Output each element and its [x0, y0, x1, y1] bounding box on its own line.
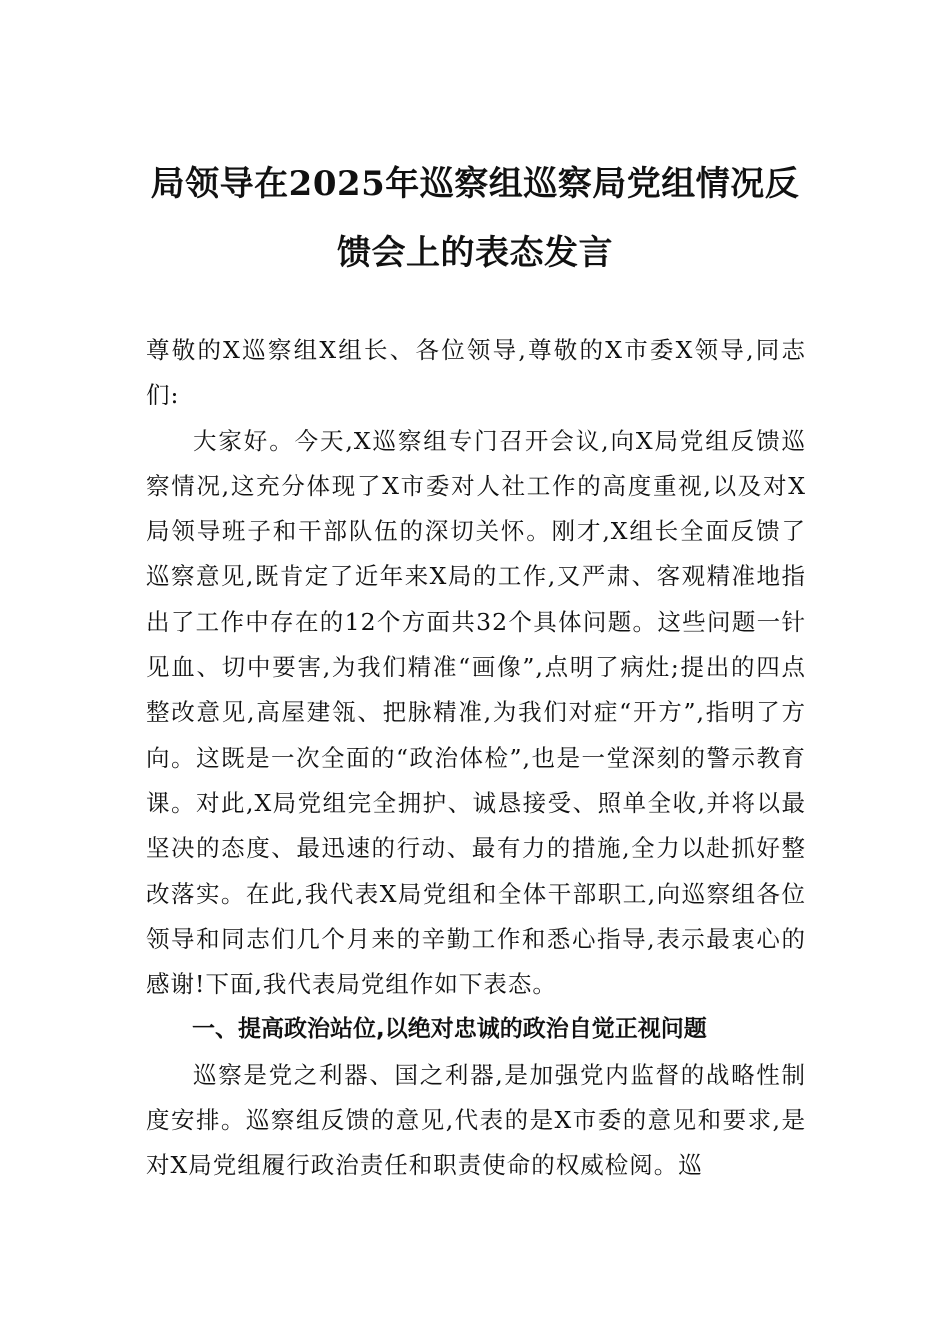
opening-paragraph: 大家好。今天,X巡察组专门召开会议,向X局党组反馈巡察情况,这充分体现了X市委对人社工作的高度重视,以及对X局领导班子和干部队伍的深切关怀。刚才,X组长全面反馈了巡察意见,既肯定了近年来X局的工作,又严肃、客观精准地指出了工作中存在的12个方面共32个具体问题。这些问题一针见血、切中要害,为我们精准“画像”,点明了病灶;提出的四点整改意见,高屋建瓴、把脉精准,为我们对症“开方”,指明了方向。这既是一次全面的“政治体检”,也是一堂深刻的警示教育课。对此,X局党组完全拥护、诚恳接受、照单全收,并将以最坚决的态度、最迅速的行动、最有力的措施,全力以赴抓好整改落实。在此,我代表X局党组和全体干部职工,向巡察组各位领导和同志们几个月来的辛勤工作和悉心指导,表示最衷心的感谢!下面,我代表局党组作如下表态。: [146, 426, 806, 999]
document-body: [146, 328, 806, 1189]
salutation: 尊敬的X巡察组X组长、各位领导,尊敬的X市委X领导,同志们:: [146, 336, 806, 410]
section-heading: 一、提高政治站位,以绝对忠诚的政治自觉正视问题: [192, 1016, 707, 1043]
section-paragraph: 巡察是党之利器、国之利器,是加强党内监督的战略性制度安排。巡察组反馈的意见,代表的是X市委的意见和要求,是对X局党组履行政治责任和职责使命的权威检阅。巡: [146, 1060, 806, 1180]
document-title: 局领导在2025年巡察组巡察局党组情况反馈会上的表态发言: [150, 164, 800, 273]
